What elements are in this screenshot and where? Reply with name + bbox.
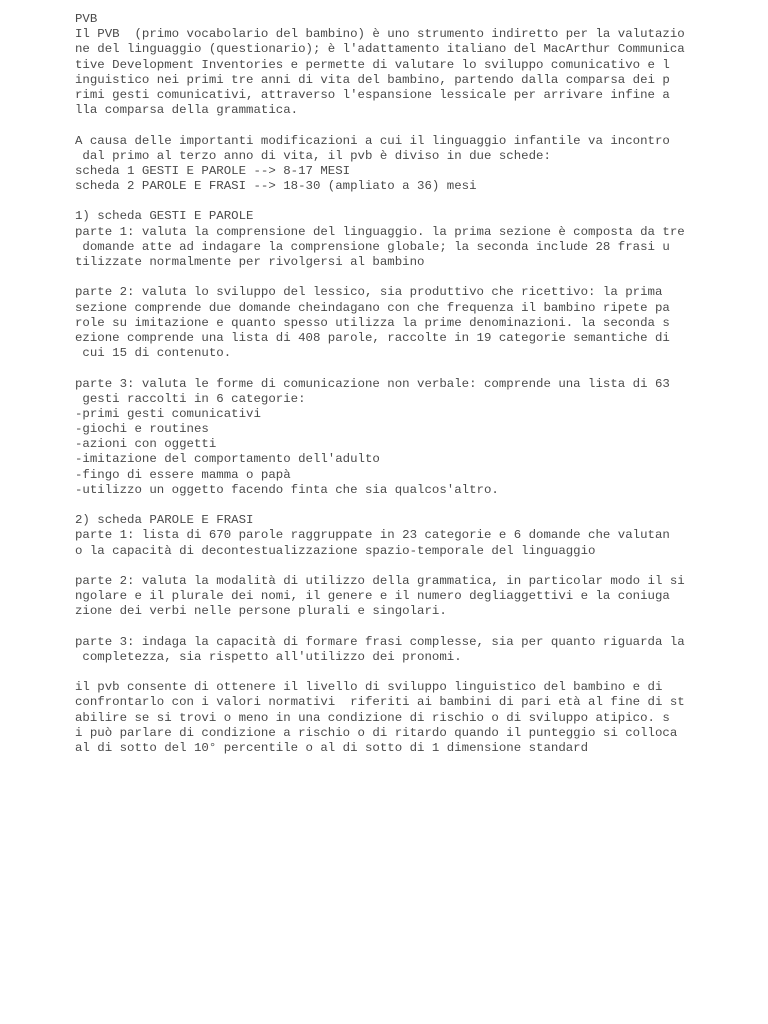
text-line: parte 3: valuta le forme di comunicazione non verbale: comprende una lista di 63 <box>75 376 670 391</box>
text-line: parte 3: indaga la capacità di formare frasi complesse, sia per quanto riguarda la <box>75 634 685 649</box>
text-line: lla comparsa della grammatica. <box>75 103 299 118</box>
text-line: inguistico nei primi tre anni di vita del bambino, partendo dalla comparsa dei p <box>75 72 670 87</box>
text-line: parte 1: valuta la comprensione del linguaggio. la prima sezione è composta da tre <box>75 224 685 239</box>
text-line: PVB <box>75 12 98 26</box>
text-line: -imitazione del comportamento dell'adulto <box>75 452 380 467</box>
text-line: ngolare e il plurale dei nomi, il genere e il numero degliaggettivi e la coniuga <box>75 589 670 604</box>
blank-line <box>75 665 755 680</box>
text-line: -azioni con oggetti <box>75 437 217 452</box>
text-line: tilizzate normalmente per rivolgersi al bambino <box>75 255 425 269</box>
text-line: parte 2: valuta lo sviluppo del lessico, sia produttivo che ricettivo: la prima <box>75 285 663 300</box>
text-line: parte 2: valuta la modalità di utilizzo della grammatica, in particolar modo il si <box>75 573 685 588</box>
blank-line <box>75 118 755 133</box>
text-line: i può parlare di condizione a rischio o di ritardo quando il punteggio si colloca <box>75 725 678 740</box>
text-line: tive Development Inventories e permette di valutare lo sviluppo comunicativo e l <box>75 57 670 72</box>
text-line: scheda 2 PAROLE E FRASI --> 18-30 (ampliato a 36) mesi <box>75 179 477 194</box>
text-line: 1) scheda GESTI E PAROLE <box>75 209 254 224</box>
text-line: ezione comprende una lista di 408 parole, raccolte in 19 categorie semantiche di <box>75 330 670 345</box>
text-line: sezione comprende due domande cheindagano con che frequenza il bambino ripete pa <box>75 300 670 315</box>
text-line: role su imitazione e quanto spesso utilizza la prime denominazioni. la seconda s <box>75 315 670 330</box>
text-line: -fingo di essere mamma o papà <box>75 467 291 482</box>
text-line: dal primo al terzo anno di vita, il pvb è diviso in due schede: <box>75 148 551 163</box>
text-line: gesti raccolti in 6 categorie: <box>75 391 306 406</box>
text-line: cui 15 di contenuto. <box>75 346 232 361</box>
blank-line <box>75 361 755 376</box>
text-line: il pvb consente di ottenere il livello di sviluppo linguistico del bambino e di <box>75 680 663 695</box>
blank-line <box>75 559 755 574</box>
text-line: rimi gesti comunicativi, attraverso l'espansione lessicale per arrivare infine a <box>75 87 670 102</box>
blank-line <box>75 194 755 209</box>
text-line: -utilizzo un oggetto facendo finta che sia qualcos'altro. <box>75 482 499 497</box>
text-line: completezza, sia rispetto all'utilizzo dei pronomi. <box>75 649 462 664</box>
text-line: Il PVB (primo vocabolario del bambino) è uno strumento indiretto per la valutazio <box>75 27 685 42</box>
text-line: zione dei verbi nelle persone plurali e singolari. <box>75 604 447 619</box>
text-line: scheda 1 GESTI E PAROLE --> 8-17 MESI <box>75 163 351 178</box>
text-line: A causa delle importanti modificazioni a cui il linguaggio infantile va incontro <box>75 133 670 148</box>
text-line: domande atte ad indagare la comprensione globale; la seconda include 28 frasi u <box>75 239 670 254</box>
text-line: -giochi e routines <box>75 422 209 437</box>
blank-line <box>75 498 755 513</box>
text-line: ne del linguaggio (questionario); è l'adattamento italiano del MacArthur Communica <box>75 42 685 57</box>
blank-line <box>75 270 755 285</box>
text-line: abilire se si trovi o meno in una condizione di rischio o di sviluppo atipico. s <box>75 710 670 725</box>
text-line: 2) scheda PAROLE E FRASI <box>75 513 254 528</box>
document-body <box>75 12 755 756</box>
text-line: parte 1: lista di 670 parole raggruppate in 23 categorie e 6 domande che valutan <box>75 528 670 543</box>
text-line: o la capacità di decontestualizzazione spazio-temporale del linguaggio <box>75 543 596 558</box>
text-line: confrontarlo con i valori normativi riferiti ai bambini di pari età al fine di st <box>75 695 685 710</box>
text-line: -primi gesti comunicativi <box>75 406 261 421</box>
text-line: al di sotto del 10° percentile o al di sotto di 1 dimensione standard <box>75 741 589 755</box>
blank-line <box>75 620 755 635</box>
